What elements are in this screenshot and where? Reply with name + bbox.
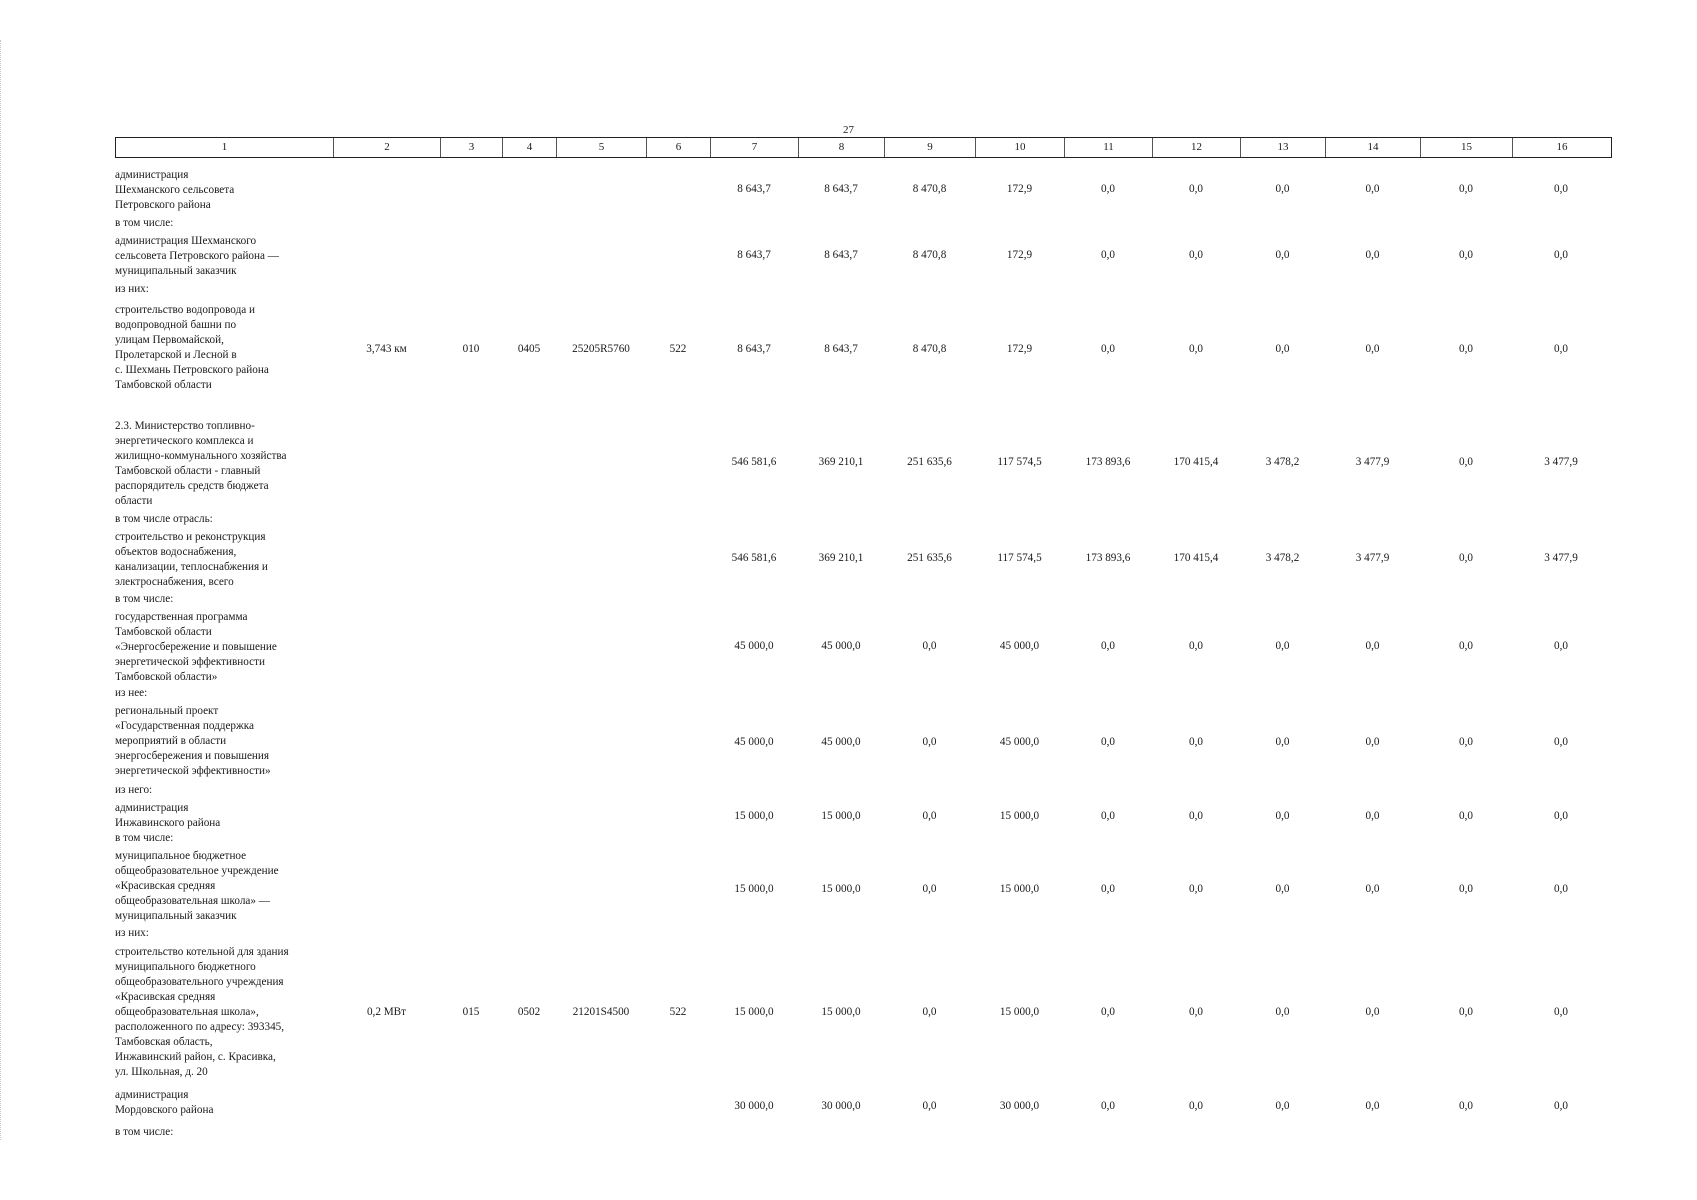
row-label: администрация Инжавинского района bbox=[115, 802, 221, 829]
row-value-col-12: 0,0 bbox=[1189, 1006, 1203, 1018]
column-header-9: 9 bbox=[885, 138, 976, 157]
row-value-col-11: 173 893,6 bbox=[1085, 552, 1131, 564]
row-value-col-16: 0,0 bbox=[1554, 343, 1568, 355]
row-value-col-15: 0,0 bbox=[1459, 343, 1473, 355]
row-value-col-13: 0,0 bbox=[1275, 736, 1290, 748]
row-value-col-10: 15 000,0 bbox=[999, 1006, 1040, 1018]
row-value-col-15: 0,0 bbox=[1459, 183, 1473, 195]
row-value-col-15: 0,0 bbox=[1459, 810, 1473, 822]
row-value-col-14: 0,0 bbox=[1365, 249, 1380, 261]
row-value-col-10: 117 574,5 bbox=[997, 456, 1042, 468]
row-value-col-11: 0,0 bbox=[1101, 883, 1115, 895]
row-value-col-12: 0,0 bbox=[1189, 183, 1203, 195]
row-value-col-7: 15 000,0 bbox=[734, 1006, 774, 1018]
row-value-col-7: 8 643,7 bbox=[737, 343, 771, 355]
row-value-col-10: 15 000,0 bbox=[999, 883, 1040, 895]
row-label: из него: bbox=[115, 784, 153, 796]
row-value-col-10: 172,9 bbox=[1006, 249, 1033, 261]
column-header-7: 7 bbox=[711, 138, 799, 157]
row-value-col-7: 546 581,6 bbox=[731, 456, 777, 468]
page-number: 27 bbox=[843, 124, 854, 136]
row-value-col-11: 0,0 bbox=[1101, 1100, 1115, 1112]
row-value-col-13: 0,0 bbox=[1275, 1006, 1290, 1018]
row-value-col-14: 0,0 bbox=[1365, 736, 1380, 748]
row-value-col-16: 0,0 bbox=[1554, 1100, 1568, 1112]
row-value-col-13: 0,0 bbox=[1275, 810, 1290, 822]
row-value-col-16: 0,0 bbox=[1554, 249, 1568, 261]
row-value-col-13: 3 478,2 bbox=[1265, 456, 1300, 468]
row-value-col-14: 3 477,9 bbox=[1355, 456, 1390, 468]
row-value-col-15: 0,0 bbox=[1459, 552, 1473, 564]
row-value-col-2: 3,743 км bbox=[366, 343, 407, 355]
row-value-col-11: 0,0 bbox=[1101, 183, 1115, 195]
row-label: в том числе: bbox=[115, 832, 174, 844]
column-header-2: 2 bbox=[334, 138, 441, 157]
row-value-col-10: 30 000,0 bbox=[999, 1100, 1040, 1112]
row-label: государственная программа Тамбовской области «Энергосбережение и повышение энергетической эффективности Тамбовской области» bbox=[115, 611, 277, 683]
row-value-col-4: 0502 bbox=[517, 1006, 541, 1018]
column-header-11: 11 bbox=[1065, 138, 1153, 157]
row-value-col-12: 170 415,4 bbox=[1173, 552, 1219, 564]
row-value-col-8: 15 000,0 bbox=[821, 810, 861, 822]
row-value-col-14: 0,0 bbox=[1365, 343, 1380, 355]
row-value-col-16: 0,0 bbox=[1554, 1006, 1568, 1018]
row-value-col-9: 0,0 bbox=[922, 1100, 937, 1112]
row-value-col-15: 0,0 bbox=[1459, 249, 1473, 261]
row-value-col-8: 8 643,7 bbox=[824, 343, 858, 355]
row-value-col-16: 0,0 bbox=[1554, 183, 1568, 195]
row-value-col-11: 0,0 bbox=[1101, 343, 1115, 355]
row-value-col-12: 0,0 bbox=[1189, 810, 1203, 822]
row-value-col-12: 170 415,4 bbox=[1173, 456, 1219, 468]
row-value-col-8: 45 000,0 bbox=[821, 736, 861, 748]
column-number-header bbox=[115, 137, 1612, 158]
row-value-col-7: 546 581,6 bbox=[731, 552, 777, 564]
row-value-col-3: 015 bbox=[462, 1006, 480, 1018]
row-value-col-5: 21201S4500 bbox=[572, 1006, 630, 1018]
row-value-col-16: 0,0 bbox=[1554, 883, 1568, 895]
column-header-4: 4 bbox=[503, 138, 557, 157]
row-value-col-15: 0,0 bbox=[1459, 456, 1473, 468]
row-value-col-15: 0,0 bbox=[1459, 1006, 1473, 1018]
row-value-col-6: 522 bbox=[669, 343, 687, 355]
row-value-col-14: 3 477,9 bbox=[1355, 552, 1390, 564]
row-value-col-8: 15 000,0 bbox=[821, 1006, 861, 1018]
row-value-col-13: 0,0 bbox=[1275, 883, 1290, 895]
row-value-col-11: 0,0 bbox=[1101, 810, 1115, 822]
row-label: 2.3. Министерство топливно- энергетического комплекса и жилищно-коммунального хозяйства Тамбовской области - главный распорядитель средств бюджета области bbox=[115, 420, 287, 507]
row-value-col-9: 251 635,6 bbox=[907, 456, 952, 468]
row-value-col-13: 3 478,2 bbox=[1265, 552, 1300, 564]
row-label: в том числе: bbox=[115, 217, 174, 229]
row-value-col-11: 0,0 bbox=[1101, 249, 1115, 261]
row-value-col-16: 0,0 bbox=[1554, 810, 1568, 822]
row-value-col-7: 8 643,7 bbox=[737, 183, 771, 195]
row-label: муниципальное бюджетное общеобразовательное учреждение «Красивская средняя общеобразовательная школа» — муниципальный заказчик bbox=[115, 850, 279, 922]
row-value-col-5: 25205R5760 bbox=[572, 343, 630, 355]
row-value-col-8: 30 000,0 bbox=[821, 1100, 861, 1112]
row-value-col-7: 15 000,0 bbox=[734, 810, 774, 822]
row-value-col-15: 0,0 bbox=[1459, 736, 1473, 748]
row-value-col-9: 0,0 bbox=[922, 810, 937, 822]
column-header-15: 15 bbox=[1421, 138, 1513, 157]
column-header-10: 10 bbox=[976, 138, 1065, 157]
column-header-5: 5 bbox=[557, 138, 647, 157]
row-label: администрация Шехманского сельсовета Петровского района — муниципальный заказчик bbox=[115, 235, 279, 277]
row-value-col-12: 0,0 bbox=[1189, 640, 1203, 652]
row-value-col-12: 0,0 bbox=[1189, 249, 1203, 261]
row-value-col-7: 8 643,7 bbox=[737, 249, 771, 261]
row-value-col-10: 117 574,5 bbox=[997, 552, 1042, 564]
row-value-col-9: 0,0 bbox=[922, 736, 937, 748]
column-header-1: 1 bbox=[116, 138, 334, 157]
row-value-col-13: 0,0 bbox=[1275, 1100, 1290, 1112]
row-value-col-7: 45 000,0 bbox=[734, 640, 774, 652]
row-value-col-9: 0,0 bbox=[922, 883, 937, 895]
row-value-col-10: 45 000,0 bbox=[999, 736, 1040, 748]
row-value-col-8: 8 643,7 bbox=[824, 183, 858, 195]
row-label: региональный проект «Государственная поддержка мероприятий в области энергосбережения и повышения энергетической эффективности» bbox=[115, 705, 271, 777]
row-value-col-10: 15 000,0 bbox=[999, 810, 1040, 822]
row-value-col-16: 0,0 bbox=[1554, 736, 1568, 748]
scan-edge-artifact bbox=[0, 40, 2, 1140]
row-value-col-15: 0,0 bbox=[1459, 883, 1473, 895]
row-value-col-11: 0,0 bbox=[1101, 640, 1115, 652]
row-value-col-14: 0,0 bbox=[1365, 1100, 1380, 1112]
row-label: из них: bbox=[115, 927, 149, 939]
row-value-col-16: 3 477,9 bbox=[1544, 552, 1578, 564]
row-value-col-11: 0,0 bbox=[1101, 1006, 1115, 1018]
row-value-col-8: 369 210,1 bbox=[818, 552, 864, 564]
row-value-col-12: 0,0 bbox=[1189, 883, 1203, 895]
row-label: строительство и реконструкция объектов водоснабжения, канализации, теплоснабжения и электроснабжения, всего bbox=[115, 531, 268, 588]
row-value-col-12: 0,0 bbox=[1189, 1100, 1203, 1112]
row-value-col-14: 0,0 bbox=[1365, 640, 1380, 652]
row-value-col-13: 0,0 bbox=[1275, 183, 1290, 195]
row-value-col-14: 0,0 bbox=[1365, 810, 1380, 822]
row-value-col-7: 15 000,0 bbox=[734, 883, 774, 895]
column-header-16: 16 bbox=[1556, 141, 1568, 153]
column-header-14: 14 bbox=[1326, 138, 1421, 157]
row-label: в том числе отрасль: bbox=[115, 513, 213, 525]
row-label: строительство водопровода и водопроводной башни по улицам Первомайской, Пролетарской и Лесной в с. Шехмань Петровского района Тамбовской области bbox=[115, 304, 269, 391]
row-label: в том числе: bbox=[115, 593, 174, 605]
row-value-col-8: 369 210,1 bbox=[818, 456, 864, 468]
row-value-col-10: 172,9 bbox=[1006, 343, 1033, 355]
row-value-col-7: 45 000,0 bbox=[734, 736, 774, 748]
column-header-3: 3 bbox=[441, 138, 503, 157]
row-value-col-12: 0,0 bbox=[1189, 736, 1203, 748]
row-value-col-12: 0,0 bbox=[1189, 343, 1203, 355]
column-header-8: 8 bbox=[799, 138, 885, 157]
row-value-col-13: 0,0 bbox=[1275, 249, 1290, 261]
column-header-13: 13 bbox=[1241, 138, 1326, 157]
row-value-col-7: 30 000,0 bbox=[734, 1100, 774, 1112]
row-value-col-9: 8 470,8 bbox=[912, 343, 947, 355]
row-value-col-13: 0,0 bbox=[1275, 343, 1290, 355]
row-value-col-11: 173 893,6 bbox=[1085, 456, 1131, 468]
row-label: из нее: bbox=[115, 687, 148, 699]
row-value-col-9: 8 470,8 bbox=[912, 249, 947, 261]
row-value-col-14: 0,0 bbox=[1365, 1006, 1380, 1018]
row-value-col-8: 15 000,0 bbox=[821, 883, 861, 895]
row-value-col-8: 45 000,0 bbox=[821, 640, 861, 652]
row-value-col-15: 0,0 bbox=[1459, 1100, 1473, 1112]
row-value-col-4: 0405 bbox=[517, 343, 541, 355]
row-value-col-11: 0,0 bbox=[1101, 736, 1115, 748]
row-value-col-10: 172,9 bbox=[1006, 183, 1033, 195]
row-value-col-9: 0,0 bbox=[922, 1006, 937, 1018]
row-value-col-9: 8 470,8 bbox=[912, 183, 947, 195]
column-header-12: 12 bbox=[1153, 138, 1241, 157]
column-header-6: 6 bbox=[647, 138, 711, 157]
row-value-col-3: 010 bbox=[462, 343, 480, 355]
row-value-col-14: 0,0 bbox=[1365, 883, 1380, 895]
row-label: строительство котельной для здания муниципального бюджетного общеобразовательного учреждения «Красивская средняя общеобразовательная школа», расположенного по адресу: 393345, Тамбовская область, Инжавинский район, с. Красивка, ул. Школьная, д. 20 bbox=[115, 946, 289, 1078]
row-label: в том числе: bbox=[115, 1126, 174, 1138]
row-value-col-16: 0,0 bbox=[1554, 640, 1568, 652]
row-label: из них: bbox=[115, 283, 149, 295]
row-value-col-9: 0,0 bbox=[922, 640, 937, 652]
row-value-col-10: 45 000,0 bbox=[999, 640, 1040, 652]
row-label: администрация Мордовского района bbox=[115, 1089, 214, 1116]
row-value-col-14: 0,0 bbox=[1365, 183, 1380, 195]
row-value-col-6: 522 bbox=[669, 1006, 687, 1018]
row-value-col-13: 0,0 bbox=[1275, 640, 1290, 652]
row-value-col-8: 8 643,7 bbox=[824, 249, 858, 261]
row-value-col-16: 3 477,9 bbox=[1544, 456, 1578, 468]
row-value-col-2: 0,2 МВт bbox=[366, 1006, 407, 1018]
row-label: администрация Шехманского сельсовета Петровского района bbox=[115, 169, 235, 211]
row-value-col-9: 251 635,6 bbox=[907, 552, 952, 564]
row-value-col-15: 0,0 bbox=[1459, 640, 1473, 652]
